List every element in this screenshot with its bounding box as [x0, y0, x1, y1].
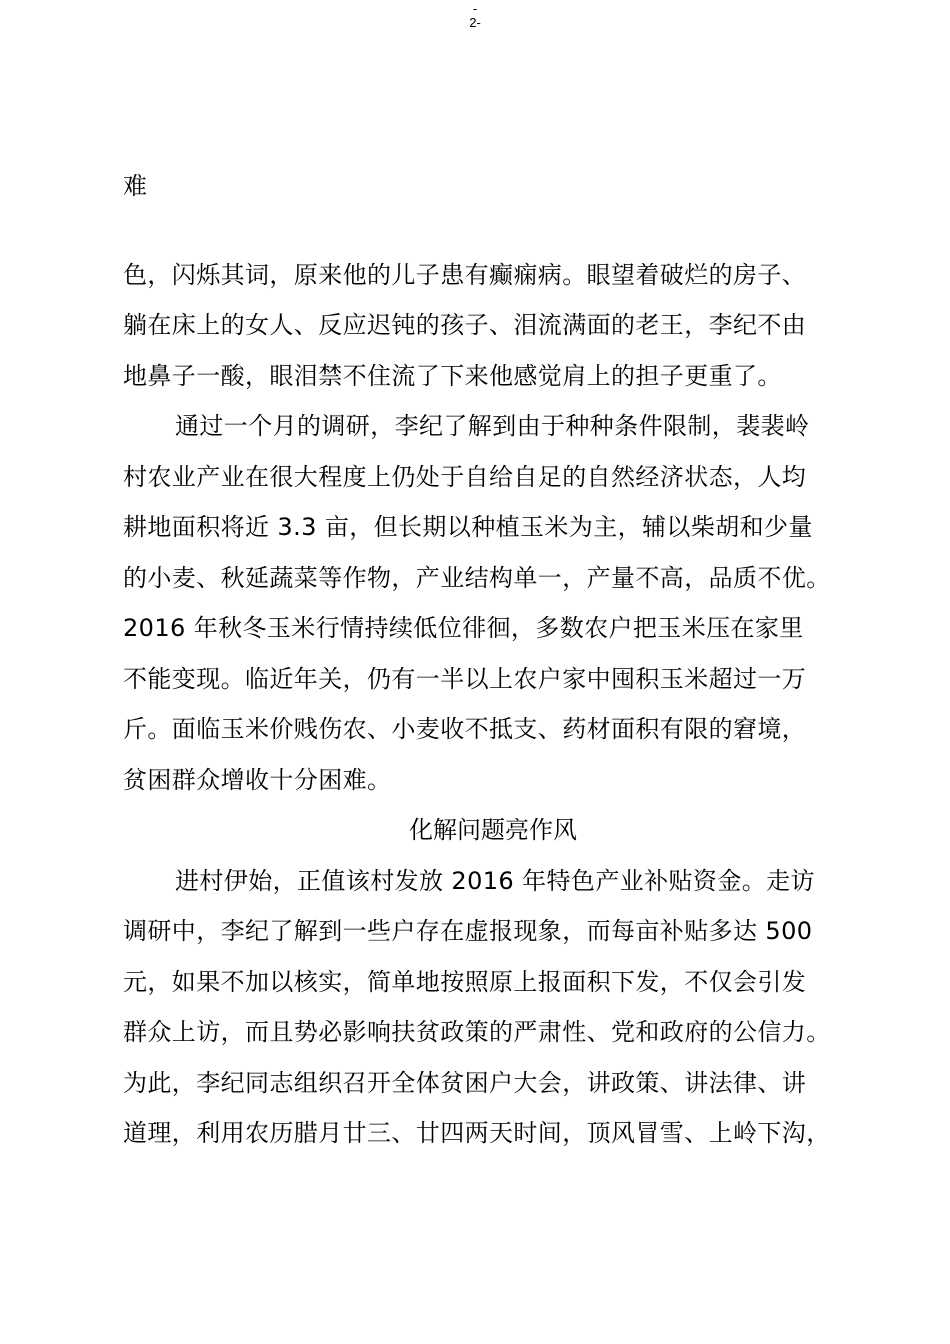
header-dash: -	[472, 1, 478, 16]
paragraph-line: 不能变现。临近年关，仍有一半以上农户家中囤积玉米超过一万	[123, 664, 807, 693]
line-gap	[123, 212, 843, 250]
paragraph-line: 村农业产业在很大程度上仍处于自给自足的自然经济状态，人均	[123, 462, 807, 491]
paragraph-line: 斤。面临玉米价贱伤农、小麦收不抵支、药材面积有限的窘境，	[123, 715, 807, 743]
paragraph-2	[123, 401, 843, 805]
page-header	[0, 2, 950, 30]
paragraph-line: 色，闪烁其词，原来他的儿子患有癫痫病。眼望着破烂的房子、	[123, 260, 807, 289]
paragraph-line: 元，如果不加以核实，简单地按照原上报面积下发，不仅会引发	[123, 967, 807, 996]
paragraph-line: 贫困群众增收十分困难。	[123, 765, 392, 794]
paragraph-line: 调研中，李纪了解到一些户存在虚报现象，而每亩补贴多达 500	[123, 917, 813, 945]
paragraph-line: 进村伊始，正值该村发放 2016 年特色产业补贴资金。走访	[175, 866, 815, 895]
paragraph-line: 2016 年秋冬玉米行情持续低位徘徊，多数农户把玉米压在家里	[123, 614, 804, 642]
paragraph-line: 躺在床上的女人、反应迟钝的孩子、泪流满面的老王，李纪不由	[123, 311, 807, 339]
document-body	[123, 161, 843, 1159]
paragraph-line: 的小麦、秋延蔬菜等作物，产业结构单一，产量不高，品质不优。	[123, 563, 831, 592]
paragraph-line: 道理，利用农历腊月廿三、廿四两天时间，顶风冒雪、上岭下沟，	[123, 1119, 831, 1147]
paragraph-line: 为此，李纪同志组织召开全体贫困户大会，讲政策、讲法律、讲	[123, 1068, 807, 1097]
section-heading: 化解问题亮作风	[409, 816, 577, 844]
paragraph-1	[123, 250, 843, 402]
paragraph-line: 通过一个月的调研，李纪了解到由于种种条件限制，裴裴岭	[175, 412, 810, 440]
paragraph-3	[123, 856, 843, 1159]
paragraph-line: 群众上访，而且势必影响扶贫政策的严肃性、党和政府的公信力。	[123, 1018, 831, 1046]
paragraph-line: 地鼻子一酸，眼泪禁不住流了下来他感觉肩上的担子更重了。	[123, 361, 782, 390]
fragment-line: 难	[123, 172, 148, 200]
paragraph-line: 耕地面积将近 3.3 亩，但长期以种植玉米为主，辅以柴胡和少量	[123, 513, 813, 541]
page-number: 2-	[469, 15, 481, 30]
